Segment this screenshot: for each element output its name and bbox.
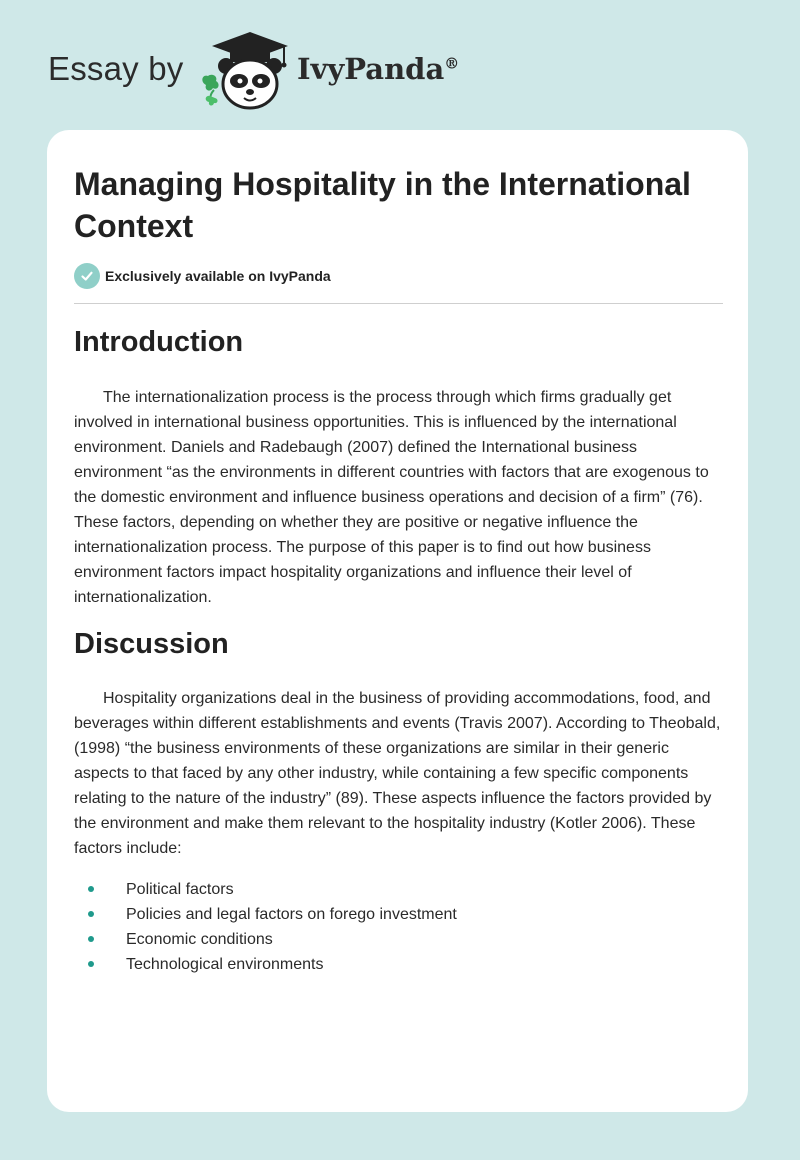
list-item <box>74 902 457 927</box>
list-item <box>74 952 457 977</box>
factors-list <box>74 877 457 977</box>
introduction-paragraph: The internationalization process is the process through which firms gradually get involved in international business opportunities. This is influenced by the international environment. Daniels and Radebaugh (2007) defined the International business environment “as the environments in different countries with factors that are exogenous to the domestic environment and influence business operations and decision of a firm” (76). These factors, depending on whether they are positive or negative influence the internationalization process. The purpose of this paper is to find out how business environment factors impact hospitality organizations and influence their level of internationalization. <box>74 389 709 606</box>
list-item <box>74 877 457 902</box>
page-title: Managing Hospitality in the International Context <box>74 166 691 244</box>
list-item-label: Policies and legal factors on forego investment <box>126 906 457 923</box>
panda-logo-icon[interactable] <box>196 30 296 112</box>
badge-label: Exclusively available on IvyPanda <box>105 268 331 284</box>
title-divider <box>74 303 723 304</box>
site-header <box>0 0 800 120</box>
discussion-paragraph: Hospitality organizations deal in the business of providing accommodations, food, and beverages within different establishments and events (Travis 2007). According to Theobald, (1998) “the business environments of these organizations are similar in their generic aspects to that faced by any other industry, while containing a few specific components relating to the nature of the industry” (89). These aspects influence the factors provided by the environment and make them relevant to the hospitality industry (Kotler 2006). These factors include: <box>74 690 721 857</box>
bullet-icon <box>88 961 94 967</box>
brand-label: IvyPanda <box>297 52 445 86</box>
bullet-icon <box>88 886 94 892</box>
section-heading-discussion: Discussion <box>74 628 229 660</box>
essay-by-label: Essay by <box>48 50 184 87</box>
essay-card <box>47 130 748 1112</box>
list-item <box>74 927 457 952</box>
brand-name[interactable] <box>297 52 459 86</box>
list-item-label: Economic conditions <box>126 931 273 948</box>
list-item-label: Political factors <box>126 881 234 898</box>
registered-mark: ® <box>444 54 460 73</box>
check-icon <box>74 263 100 289</box>
list-item-label: Technological environments <box>126 956 324 973</box>
bullet-icon <box>88 936 94 942</box>
bullet-icon <box>88 911 94 917</box>
section-heading-introduction: Introduction <box>74 326 244 358</box>
exclusive-badge <box>74 263 331 289</box>
